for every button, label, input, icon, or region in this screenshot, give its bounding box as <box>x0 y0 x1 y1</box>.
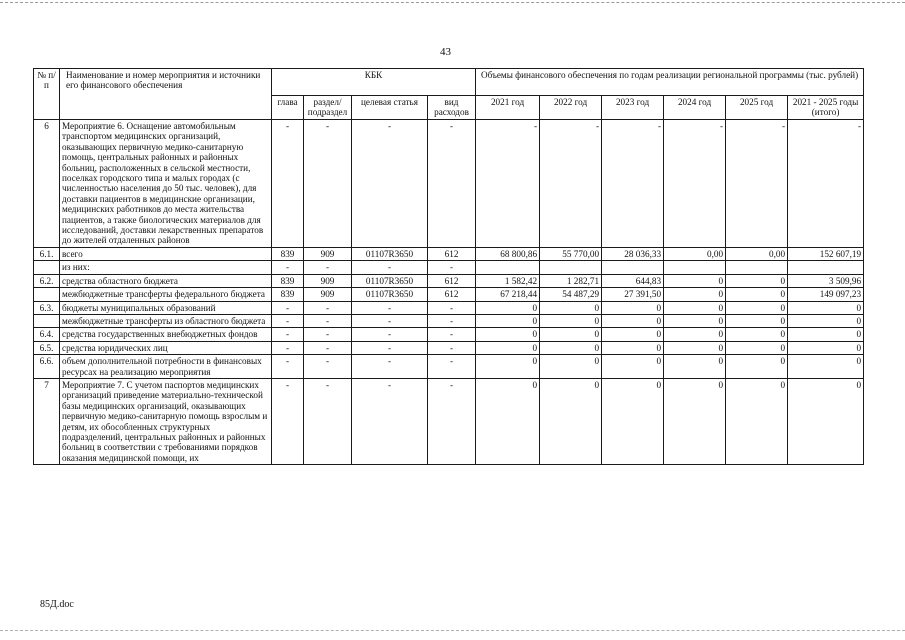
row-2023: 27 391,50 <box>602 288 664 301</box>
row-glava: - <box>272 378 304 464</box>
row-statya: - <box>352 355 428 379</box>
row-glava: - <box>272 314 304 327</box>
row-razdel: - <box>304 301 352 314</box>
row-2023: 0 <box>602 341 664 354</box>
row-statya: - <box>352 328 428 341</box>
row-num <box>34 261 60 274</box>
header-kbk: КБК <box>272 69 476 96</box>
row-2022: 1 282,71 <box>540 274 602 287</box>
row-total: 0 <box>788 355 864 379</box>
row-statya: 01107R3650 <box>352 288 428 301</box>
row-2022: 0 <box>540 341 602 354</box>
row-2024: 0,00 <box>664 247 726 260</box>
row-razdel: - <box>304 378 352 464</box>
table-row <box>34 378 864 464</box>
row-num <box>34 314 60 327</box>
header-total: 2021 - 2025 годы (итого) <box>788 96 864 120</box>
table-row <box>34 261 864 274</box>
row-statya: - <box>352 314 428 327</box>
row-vid: - <box>428 120 476 248</box>
row-statya: - <box>352 120 428 248</box>
row-2025: 0 <box>726 301 788 314</box>
row-name: Мероприятие 7. С учетом паспортов медицинских организаций приведение материально-технической базы медицинских организаций, оказывающих первичную медико-санитарную помощь взрослым и детям, их обособленных структурных подразделений, центральных районных и районных больниц в соответствии с требованиями порядков оказания медицинской помощи, их <box>60 378 272 464</box>
header-statya: целевая статья <box>352 96 428 120</box>
top-cut-line <box>0 2 905 3</box>
header-volumes: Объемы финансового обеспечения по годам реализации региональной программы (тыс. рублей) <box>476 69 864 96</box>
table-row <box>34 314 864 327</box>
header-2023: 2023 год <box>602 96 664 120</box>
row-num <box>34 288 60 301</box>
row-2021: 0 <box>476 378 540 464</box>
row-2024: 0 <box>664 274 726 287</box>
row-2023: 28 036,33 <box>602 247 664 260</box>
row-2021: 68 800,86 <box>476 247 540 260</box>
row-2025: 0 <box>726 355 788 379</box>
table-row <box>34 274 864 287</box>
row-2022: 0 <box>540 328 602 341</box>
row-total: 0 <box>788 314 864 327</box>
row-name: средства юридических лиц <box>60 341 272 354</box>
row-2023: 0 <box>602 301 664 314</box>
row-razdel: 909 <box>304 274 352 287</box>
row-2024: 0 <box>664 341 726 354</box>
header-name: Наименование и номер мероприятия и источники его финансового обеспечения <box>60 69 272 120</box>
row-num: 6.2. <box>34 274 60 287</box>
row-razdel: - <box>304 261 352 274</box>
row-total: 0 <box>788 341 864 354</box>
row-2024: 0 <box>664 301 726 314</box>
row-name: средства государственных внебюджетных фондов <box>60 328 272 341</box>
row-num: 6.6. <box>34 355 60 379</box>
row-razdel: 909 <box>304 247 352 260</box>
row-razdel: - <box>304 120 352 248</box>
row-2022: 0 <box>540 301 602 314</box>
row-razdel: - <box>304 328 352 341</box>
row-statya: - <box>352 261 428 274</box>
row-statya: 01107R3650 <box>352 274 428 287</box>
header-vid: вид расходов <box>428 96 476 120</box>
row-2025: 0 <box>726 378 788 464</box>
header-razdel: раздел/ подраздел <box>304 96 352 120</box>
row-glava: - <box>272 341 304 354</box>
row-glava: - <box>272 120 304 248</box>
row-glava: - <box>272 355 304 379</box>
row-vid: - <box>428 314 476 327</box>
row-total: 149 097,23 <box>788 288 864 301</box>
table-row <box>34 355 864 379</box>
row-2022: 0 <box>540 378 602 464</box>
row-total: 0 <box>788 328 864 341</box>
row-name: межбюджетные трансферты из областного бюджета <box>60 314 272 327</box>
row-2024: - <box>664 120 726 248</box>
row-2025: - <box>726 120 788 248</box>
row-razdel: - <box>304 341 352 354</box>
row-statya: 01107R3650 <box>352 247 428 260</box>
row-num: 6.5. <box>34 341 60 354</box>
row-glava: - <box>272 301 304 314</box>
row-2025: 0 <box>726 314 788 327</box>
footer-filename: 85Д.doc <box>40 599 74 610</box>
row-2022 <box>540 261 602 274</box>
header-2022: 2022 год <box>540 96 602 120</box>
row-2022: 0 <box>540 314 602 327</box>
row-2021 <box>476 261 540 274</box>
table-row <box>34 301 864 314</box>
header-glava: глава <box>272 96 304 120</box>
row-name: всего <box>60 247 272 260</box>
row-vid: 612 <box>428 274 476 287</box>
row-2023: - <box>602 120 664 248</box>
row-glava: - <box>272 328 304 341</box>
row-2024: 0 <box>664 288 726 301</box>
row-num: 6.1. <box>34 247 60 260</box>
row-statya: - <box>352 301 428 314</box>
row-2024: 0 <box>664 314 726 327</box>
row-total: 152 607,19 <box>788 247 864 260</box>
row-2025: 0 <box>726 341 788 354</box>
row-vid: - <box>428 378 476 464</box>
row-2025: 0,00 <box>726 247 788 260</box>
row-glava: 839 <box>272 288 304 301</box>
row-vid: - <box>428 341 476 354</box>
row-2024 <box>664 261 726 274</box>
row-2022: 55 770,00 <box>540 247 602 260</box>
row-name: бюджеты муниципальных образований <box>60 301 272 314</box>
row-razdel: - <box>304 314 352 327</box>
row-2021: 0 <box>476 328 540 341</box>
row-num: 6.3. <box>34 301 60 314</box>
row-2025: 0 <box>726 274 788 287</box>
header-2024: 2024 год <box>664 96 726 120</box>
row-vid: 612 <box>428 288 476 301</box>
bottom-cut-line <box>0 630 905 631</box>
row-total: - <box>788 120 864 248</box>
table-row <box>34 328 864 341</box>
row-name: Мероприятие 6. Оснащение автомобильным транспортом медицинских организаций, оказывающих первичную медико-санитарную помощь, центральных районных и районных больниц, расположенных в сельской местности, поселках городского типа и малых городах (с численностью населения до 50 тыс. человек), для доставки пациентов в медицинские организации, медицинских работников до места жительства пациентов, а также биологических материалов для исследований, доставки лекарственных препаратов до жителей отдаленных районов <box>60 120 272 248</box>
row-num: 6 <box>34 120 60 248</box>
row-num: 7 <box>34 378 60 464</box>
row-2025: 0 <box>726 328 788 341</box>
row-2021: 0 <box>476 341 540 354</box>
row-total <box>788 261 864 274</box>
row-name: объем дополнительной потребности в финансовых ресурсах на реализацию мероприятия <box>60 355 272 379</box>
table-body <box>34 120 864 465</box>
row-2024: 0 <box>664 355 726 379</box>
row-razdel: - <box>304 355 352 379</box>
row-2025: 0 <box>726 288 788 301</box>
row-glava: - <box>272 261 304 274</box>
row-total: 0 <box>788 378 864 464</box>
row-vid: - <box>428 301 476 314</box>
row-total: 3 509,96 <box>788 274 864 287</box>
row-2021: - <box>476 120 540 248</box>
row-razdel: 909 <box>304 288 352 301</box>
row-vid: - <box>428 261 476 274</box>
row-glava: 839 <box>272 274 304 287</box>
row-statya: - <box>352 378 428 464</box>
row-2021: 0 <box>476 301 540 314</box>
row-total: 0 <box>788 301 864 314</box>
row-vid: - <box>428 328 476 341</box>
row-2022: 0 <box>540 355 602 379</box>
row-vid: - <box>428 355 476 379</box>
row-glava: 839 <box>272 247 304 260</box>
row-2022: 54 487,29 <box>540 288 602 301</box>
row-2023: 0 <box>602 314 664 327</box>
row-2023: 0 <box>602 328 664 341</box>
financing-table <box>33 68 864 465</box>
row-2023: 644,83 <box>602 274 664 287</box>
table-row <box>34 341 864 354</box>
row-statya: - <box>352 341 428 354</box>
row-2021: 0 <box>476 314 540 327</box>
table-row <box>34 288 864 301</box>
header-2021: 2021 год <box>476 96 540 120</box>
row-vid: 612 <box>428 247 476 260</box>
header-num: № п/п <box>34 69 60 120</box>
row-name: межбюджетные трансферты федерального бюджета <box>60 288 272 301</box>
row-num: 6.4. <box>34 328 60 341</box>
row-2023 <box>602 261 664 274</box>
row-2025 <box>726 261 788 274</box>
row-2021: 0 <box>476 355 540 379</box>
row-2023: 0 <box>602 378 664 464</box>
page-number: 43 <box>440 46 451 58</box>
row-name: из них: <box>60 261 272 274</box>
row-2022: - <box>540 120 602 248</box>
row-2024: 0 <box>664 328 726 341</box>
row-2024: 0 <box>664 378 726 464</box>
row-2021: 1 582,42 <box>476 274 540 287</box>
row-2021: 67 218,44 <box>476 288 540 301</box>
row-2023: 0 <box>602 355 664 379</box>
header-2025: 2025 год <box>726 96 788 120</box>
row-name: средства областного бюджета <box>60 274 272 287</box>
table-row <box>34 120 864 248</box>
table-row <box>34 247 864 260</box>
